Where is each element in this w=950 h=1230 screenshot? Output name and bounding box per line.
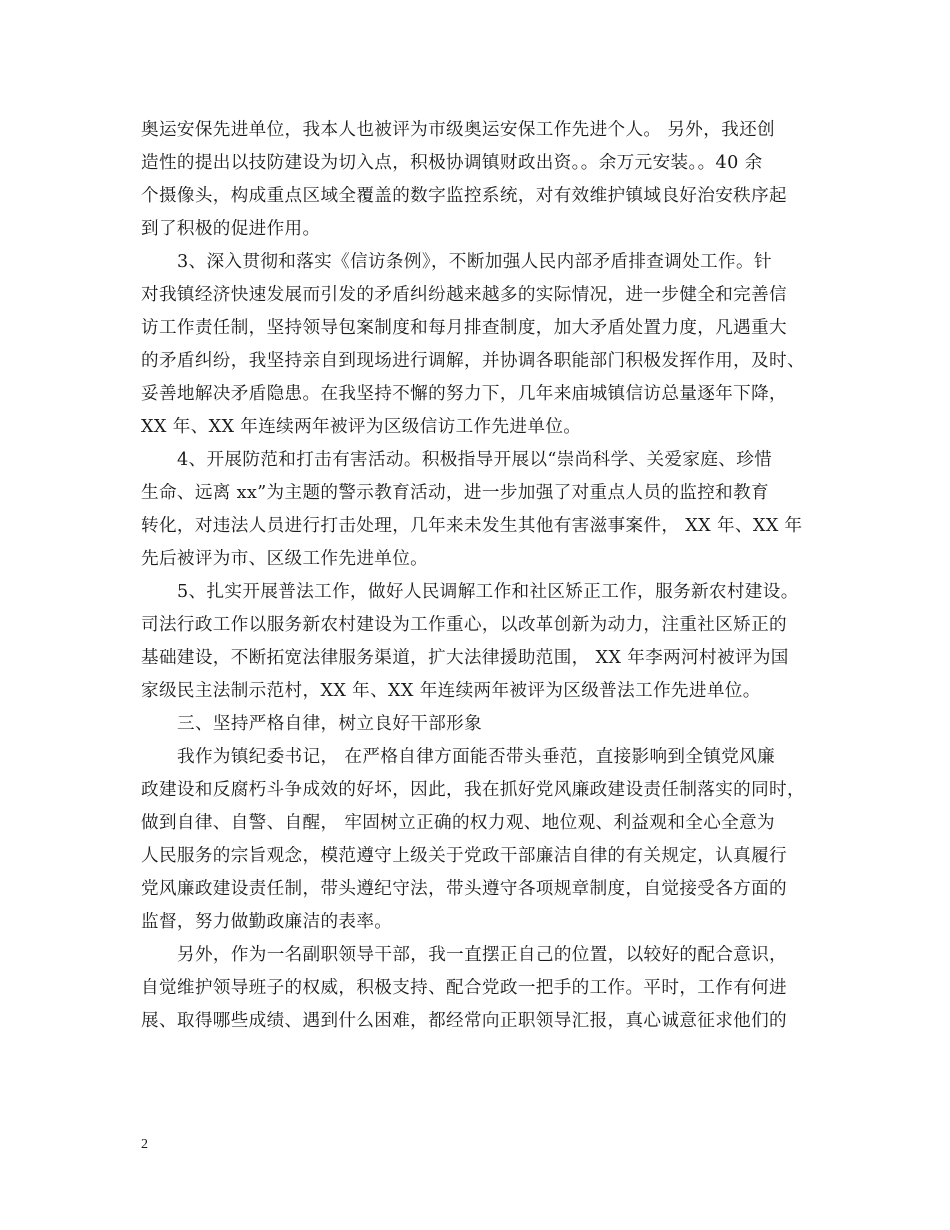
paragraph <box>141 741 821 939</box>
text-line: 5、扎实开展普法工作，做好人民调解工作和社区矫正工作，服务新农村建设。 <box>177 582 799 602</box>
text-line: 人民服务的宗旨观念，模范遵守上级关于党政干部廉洁自律的有关规定，认真履行 <box>141 846 787 866</box>
text-line: 生命、远离 xx”为主题的警示教育活动，进一步加强了对重点人员的监控和教育 <box>141 483 769 503</box>
text-line: 到了积极的促进作用。 <box>141 219 321 239</box>
text-line: 的矛盾纠纷，我坚持亲自到现场进行调解，并协调各职能部门积极发挥作用，及时、 <box>141 351 805 371</box>
text-line: 监督，努力做勤政廉洁的表率。 <box>141 912 393 932</box>
text-line: 4、开展防范和打击有害活动。积极指导开展以“崇尚科学、关爱家庭、珍惜 <box>177 450 773 470</box>
text-line: 基础建设，不断拓宽法律服务渠道，扩大法律援助范围， XX 年李两河村被评为国 <box>141 648 789 668</box>
text-line: 访工作责任制，坚持领导包案制度和每月排查制度，加大矛盾处置力度，凡遇重大 <box>141 318 787 338</box>
text-line: 做到自律、自警、自醒， 牢固树立正确的权力观、地位观、利益观和全心全意为 <box>141 813 775 833</box>
text-line: 3、深入贯彻和落实《信访条例》，不断加强人民内部矛盾排查调处工作。针 <box>177 252 772 272</box>
text-line: 奥运安保先进单位，我本人也被评为市级奥运安保工作先进个人。 另外，我还创 <box>141 120 775 140</box>
text-line: XX 年、XX 年连续两年被评为区级信访工作先进单位。 <box>141 417 582 437</box>
text-line: 另外，作为一名副职领导干部，我一直摆正自己的位置，以较好的配合意识， <box>177 945 788 965</box>
text-line: 展、取得哪些成绩、遇到什么困难，都经常向正职领导汇报，真心诚意征求他们的 <box>141 1011 787 1031</box>
text-line: 转化，对违法人员进行打击处理，几年来未发生其他有害滋事案件， XX 年、XX 年 <box>141 516 803 536</box>
paragraph <box>141 246 821 444</box>
document-body <box>141 114 821 1038</box>
page-number: 2 <box>141 1137 148 1152</box>
text-line: 对我镇经济快速发展而引发的矛盾纠纷越来越多的实际情况，进一步健全和完善信 <box>141 285 787 305</box>
text-line: 妥善地解决矛盾隐患。在我坚持不懈的努力下，几年来庙城镇信访总量逐年下降， <box>141 384 787 404</box>
paragraph <box>141 708 821 741</box>
text-line: 家级民主法制示范村，XX 年、XX 年连续两年被评为区级普法工作先进单位。 <box>141 681 761 701</box>
text-line: 政建设和反腐朽斗争成效的好坏，因此，我在抓好党风廉政建设责任制落实的同时， <box>141 780 805 800</box>
text-line: 自觉维护领导班子的权威，积极支持、配合党政一把手的工作。平时，工作有何进 <box>141 978 787 998</box>
paragraph <box>141 576 821 708</box>
text-line: 我作为镇纪委书记， 在严格自律方面能否带头垂范，直接影响到全镇党风廉 <box>177 747 776 767</box>
text-line: 三、坚持严格自律，树立良好干部形象 <box>177 714 483 734</box>
paragraph <box>141 939 821 1038</box>
paragraph <box>141 114 821 246</box>
paragraph <box>141 444 821 576</box>
text-line: 先后被评为市、区级工作先进单位。 <box>141 549 429 569</box>
text-line: 党风廉政建设责任制，带头遵纪守法，带头遵守各项规章制度，自觉接受各方面的 <box>141 879 787 899</box>
text-line: 造性的提出以技防建设为切入点，积极协调镇财政出资。。余万元安装。。40 余 <box>141 153 763 173</box>
text-line: 司法行政工作以服务新农村建设为工作重心，以改革创新为动力，注重社区矫正的 <box>141 615 787 635</box>
text-line: 个摄像头，构成重点区域全覆盖的数字监控系统，对有效维护镇域良好治安秩序起 <box>141 186 787 206</box>
